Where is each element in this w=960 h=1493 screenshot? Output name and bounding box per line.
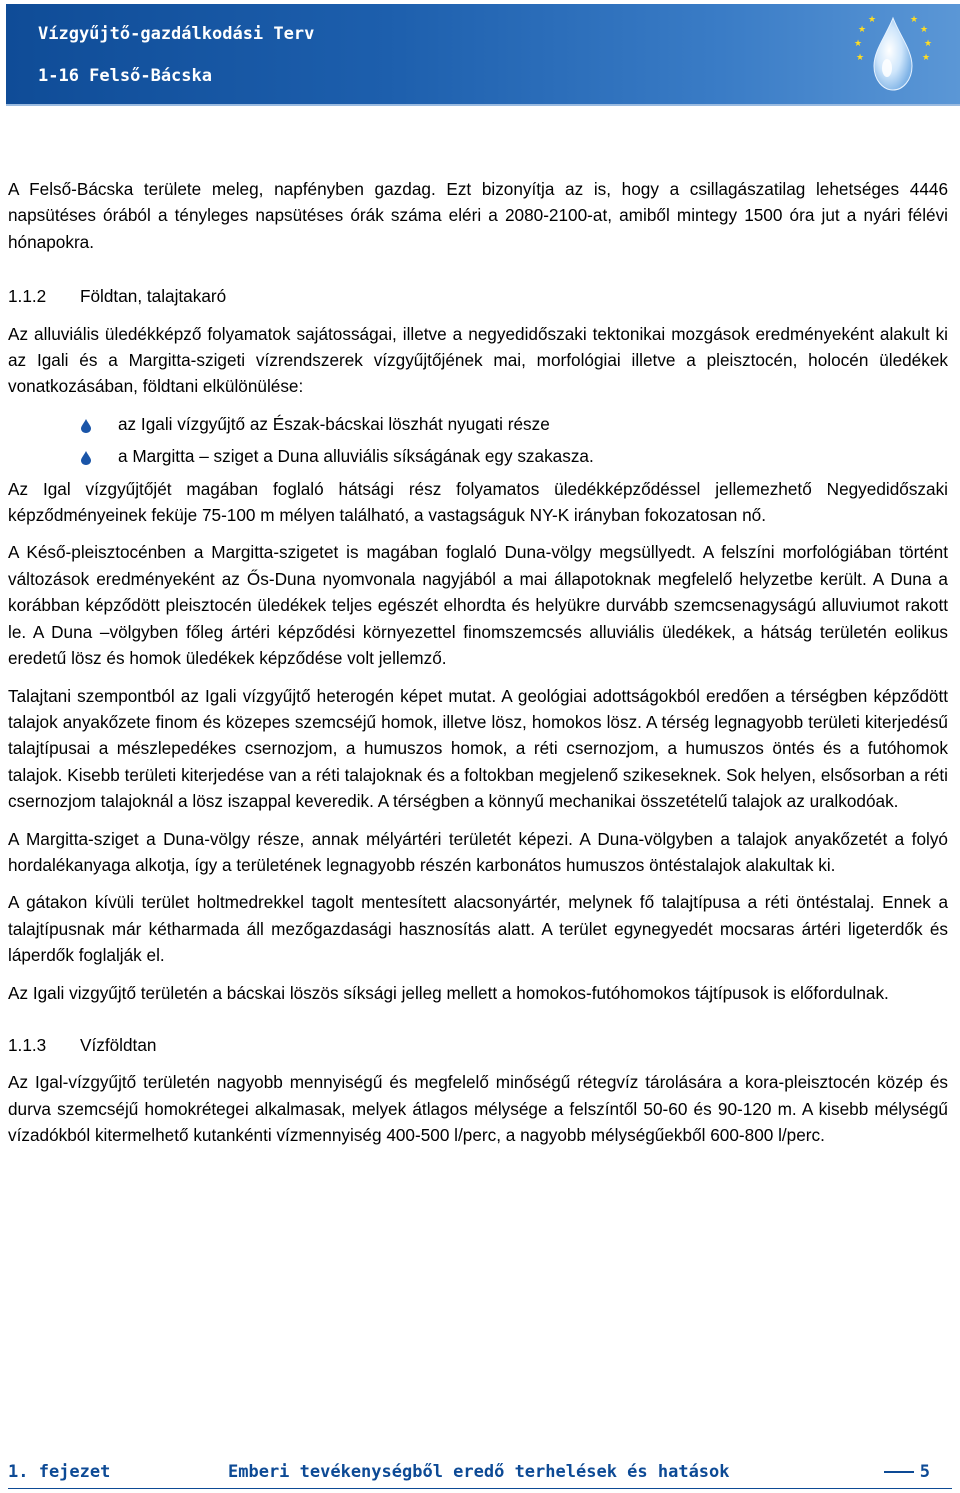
svg-text:★: ★ [924,39,933,49]
water-drop-logo-icon [848,10,938,100]
paragraph-hydrogeology: Az Igal-vízgyűjtő területén nagyobb mennyiségű és megfelelő minőségű rétegvíz tárolására a kora-pleisztocén közép és durva szemcséjű homokrétegei alkalmasak, melyek átlagos mélysége a felszíntől 50-60 és 90-120 m. A kisebb mélységű vízadókból kitermelhető kutankénti vízmennyiség 400-500 l/perc, a nagyobb mélységűekből 600-800 l/perc. [8,1072,948,1146]
list-item-text: a Margitta – sziget a Duna alluviális síkságának egy szakasza. [118,446,594,467]
paragraph-landscape-types: Az Igali vizgyűjtő területén a bácskai löszös síksági jelleg mellett a homokos-futóhomokos tájtípusok is előfordulnak. [8,982,889,1003]
footer-title: Emberi tevékenységből eredő terhelések és hatások [228,1462,730,1482]
section-heading-geology [8,283,948,309]
footer-dash [884,1471,914,1473]
page-number: 5 [919,1462,930,1482]
svg-text:★: ★ [856,53,865,63]
paragraph-floodplain: A gátakon kívüli terület holtmedrekkel tagolt mentesített alacsonyártér, melynek fő talajtípusa a réti öntéstalaj. Ennek a talajtípusnak már kétharmada áll mezőgazdasági hasznosítás alatt. A terület egynegyedét mocsaras ártéri ligeterdők és láperdők foglalják el. [8,892,948,966]
section-title: Földtan, talajtakaró [80,286,227,307]
svg-text:★: ★ [920,25,929,35]
list-item [8,411,948,437]
header-title: Vízgyűjtő-gazdálkodási Terv [38,24,315,44]
droplet-bullet-icon [80,419,92,433]
svg-text:★: ★ [922,53,931,63]
section-title: Vízföldtan [80,1034,157,1055]
paragraph-geology-intro: Az alluviális üledékképző folyamatok sajátosságai, illetve a negyedidőszaki tektonikai mozgások eredményeként alakult ki az Igali és a Margitta-szigeti vízrendszerek vízgyűjtőjének mai, morfológiai illetve a pleisztocén, holocén üledékek vonatkozásában, földtani elkülönülése: [8,323,948,397]
bullet-list [8,411,948,470]
list-item-text: az Igali vízgyűjtő az Észak-bácskai löszhát nyugati része [118,413,550,434]
list-item [8,443,948,469]
section-number: 1.1.3 [8,1034,47,1055]
footer-chapter: 1. fejezet [8,1462,111,1482]
svg-text:★: ★ [910,15,919,25]
footer-divider [8,1488,952,1489]
paragraph-soil-types: Talajtani szempontból az Igali vízgyűjtő heterogén képet mutat. A geológiai adottságokból eredően a térségben képződött talajok anyakőzete finom és közepes szemcséjű homok, illetve lösz, homokos lösz. A térség legnagyobb területi kiterjedésű talajtípusai a mészlepedékes csernozjom, a humuszos homok, a réti csernozjom, a humuszos öntés és a futóhomok talajok. Kisebb területi kiterjedése van a réti talajoknak és a foltokban megjelenő szikeseknek. Sok helyen, elsősorban a réti csernozjom talajoknál a lösz iszappal keveredik. A térségben a könnyű mechanikai összetételű talajok az uralkodóak. [8,685,948,812]
footer-page [884,1462,930,1482]
paragraph-late-pleistocene: A Késő-pleisztocénben a Margitta-szigetet is magában foglaló Duna-völgy megsüllyedt. A felszíni morfológiában történt változások eredményeként az Ős-Duna nyomvonala nagyjából a mai állapotoknak megfelelő helyzetbe került. A Duna a korábban képződött pleisztocén üledékek teljes egészét elhordta és helyükre durvább szemcsenagyságú alluviumot rakott le. A Duna –völgyben főleg ártéri képződési környezettel finomszemcsés alluviális üledékek, a hátság területén eolikus eredetű lösz és homok üledékek képződése volt jellemző. [8,542,948,669]
svg-text:★: ★ [858,25,867,35]
section-number: 1.1.2 [8,286,47,307]
page-footer [8,1462,952,1486]
paragraph-intro: A Felső-Bácska területe meleg, napfényben gazdag. Ezt bizonyítja az is, hogy a csillagászatilag lehetséges 4446 napsütéses órából a tényleges napsütéses órák száma eléri a 2080-2100-at, amiből mintegy 1500 óra jut a nyári félévi hónapokra. [8,179,948,252]
svg-text:★: ★ [868,15,877,25]
document-body [8,176,948,1160]
header-subtitle: 1-16 Felső-Bácska [38,66,212,86]
page-header [6,4,960,106]
paragraph-margitta: A Margitta-sziget a Duna-völgy része, annak mélyártéri területét képezi. A Duna-völgyben a talajok anyakőzetét a folyó hordalékanyaga alkotja, így a területének legnagyobb részén karbonátos humuszos öntéstalajok alakultak ki. [8,828,948,875]
section-heading-hydrogeology [8,1032,948,1058]
paragraph-igal-basin: Az Igal vízgyűjtőjét magában foglaló hátsági rész folyamatos üledékképződéssel jellemezhető Negyedidőszaki képződményeinek feküje 75-100 m mélyen található, a vastagságuk NY-K irányban fokozatosan nő. [8,478,948,526]
droplet-bullet-icon [80,451,92,465]
svg-text:★: ★ [854,39,863,49]
